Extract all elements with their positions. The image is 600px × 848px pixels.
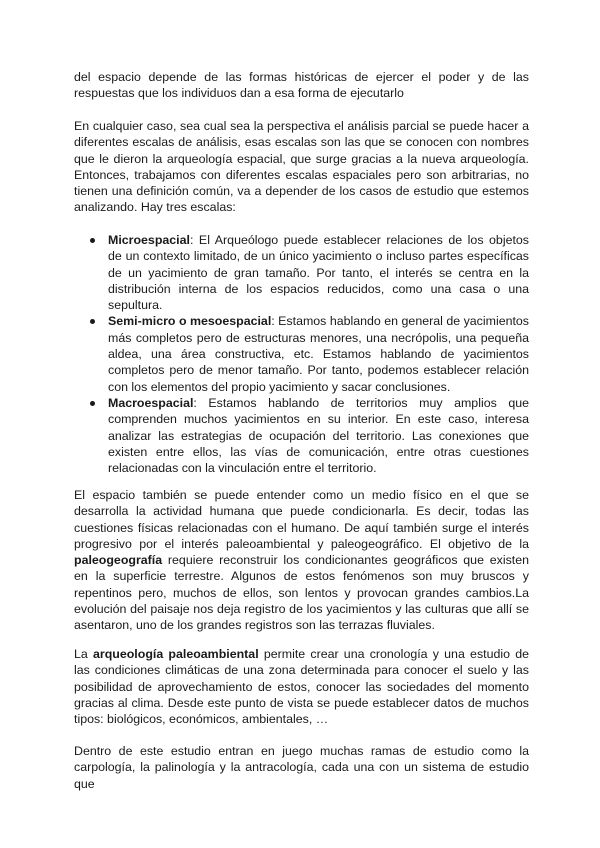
scales-list (74, 232, 529, 476)
list-item (74, 313, 529, 394)
paragraph-text: La (74, 647, 93, 661)
bullet-icon (90, 319, 95, 324)
paragraph-physical-space (74, 487, 529, 634)
list-item (74, 395, 529, 476)
scale-description: : Estamos hablando de territorios muy amplios que comprenden muchos yacimientos en su interior. En este caso, interesa analizar las estrategias de ocupación del territorio. Las conexiones que existen entre ellos, las vías de comunicación, entre otras cuestiones relacionadas con la vinculación entre el territorio. (108, 395, 529, 476)
paragraph-text: requiere reconstruir los condicionantes geográficos que existen en la superficie terrestre. Algunos de estos fenómenos son muy bruscos y repentinos pero, muchos de ellos, son lentos y provocan grandes cambios.La evolución del paisaje nos deja registro de los yacimientos y las culturas que allí se asentaron, uno de los grandes registros son las terrazas fluviales. (74, 553, 529, 633)
scale-term: Semi-micro o mesoespacial (108, 314, 272, 329)
scale-description: : El Arqueólogo puede establecer relaciones de los objetos de un contexto limitado, de un único yacimiento o incluso partes específicas de un yacimiento de gran tamaño. Por tanto, el interés se centra en la distribución interna de los espacios reducidos, como una casa o una sepultura. (108, 233, 529, 313)
scale-description: : Estamos hablando en general de yacimientos más completos pero de estructuras menores, una necrópolis, una pequeña aldea, una área constructiva, etc. Estamos hablando de yacimientos completos pero de menor tamaño. Por tanto, podemos establecer relación con los elementos del propio yacimiento y sacar conclusiones. (108, 314, 530, 394)
highlighted-term: arqueología paleoambiental (93, 647, 259, 661)
paragraph-text: El espacio también se puede entender como un medio físico en el que se desarrolla la actividad humana que puede condicionarla. Es decir, todas las cuestiones físicas relacionadas con el humano. De aquí también surge el interés progresivo por el interés paleoambiental y paleogeográfico. El objetivo de la (74, 488, 529, 551)
paragraph-intro-continuation: del espacio depende de las formas históricas de ejercer el poder y de las respuestas que los individuos dan a esa forma de ejecutarlo (74, 70, 529, 101)
scale-term: Macroespacial (108, 395, 194, 410)
paragraph-text: permite crear una cronología y una estudio de las condiciones climáticas de una zona determinada para conocer el suelo y las posibilidad de aprovechamiento de estos, conocer las sociedades del momento gracias al clima. Desde este punto de vista se puede establecer datos de muchos tipos: biológicos, económicos, ambientales, … (74, 647, 529, 727)
paragraph-analysis-scales: En cualquier caso, sea cual sea la perspectiva el análisis parcial se puede hacer a diferentes escalas de análisis, esas escalas son las que se conocen con nombres que le dieron la arqueología espacial, que surge gracias a la nueva arqueología. Entonces, trabajamos con diferentes escalas espaciales pero son arbitrarias, no tienen una definición común, va a depender de los casos de estudio que estemos analizando. Hay tres escalas: (74, 119, 529, 215)
highlighted-term: paleogeografía (74, 553, 163, 568)
bullet-icon (90, 401, 95, 406)
list-item (74, 232, 529, 313)
scale-term: Microespacial (108, 233, 190, 247)
paragraph-study-branches: Dentro de este estudio entran en juego muchas ramas de estudio como la carpología, la palinología y la antracología, cada una con un sistema de estudio que (74, 744, 529, 791)
bullet-icon (90, 238, 95, 243)
paragraph-paleoenvironmental (74, 646, 529, 727)
